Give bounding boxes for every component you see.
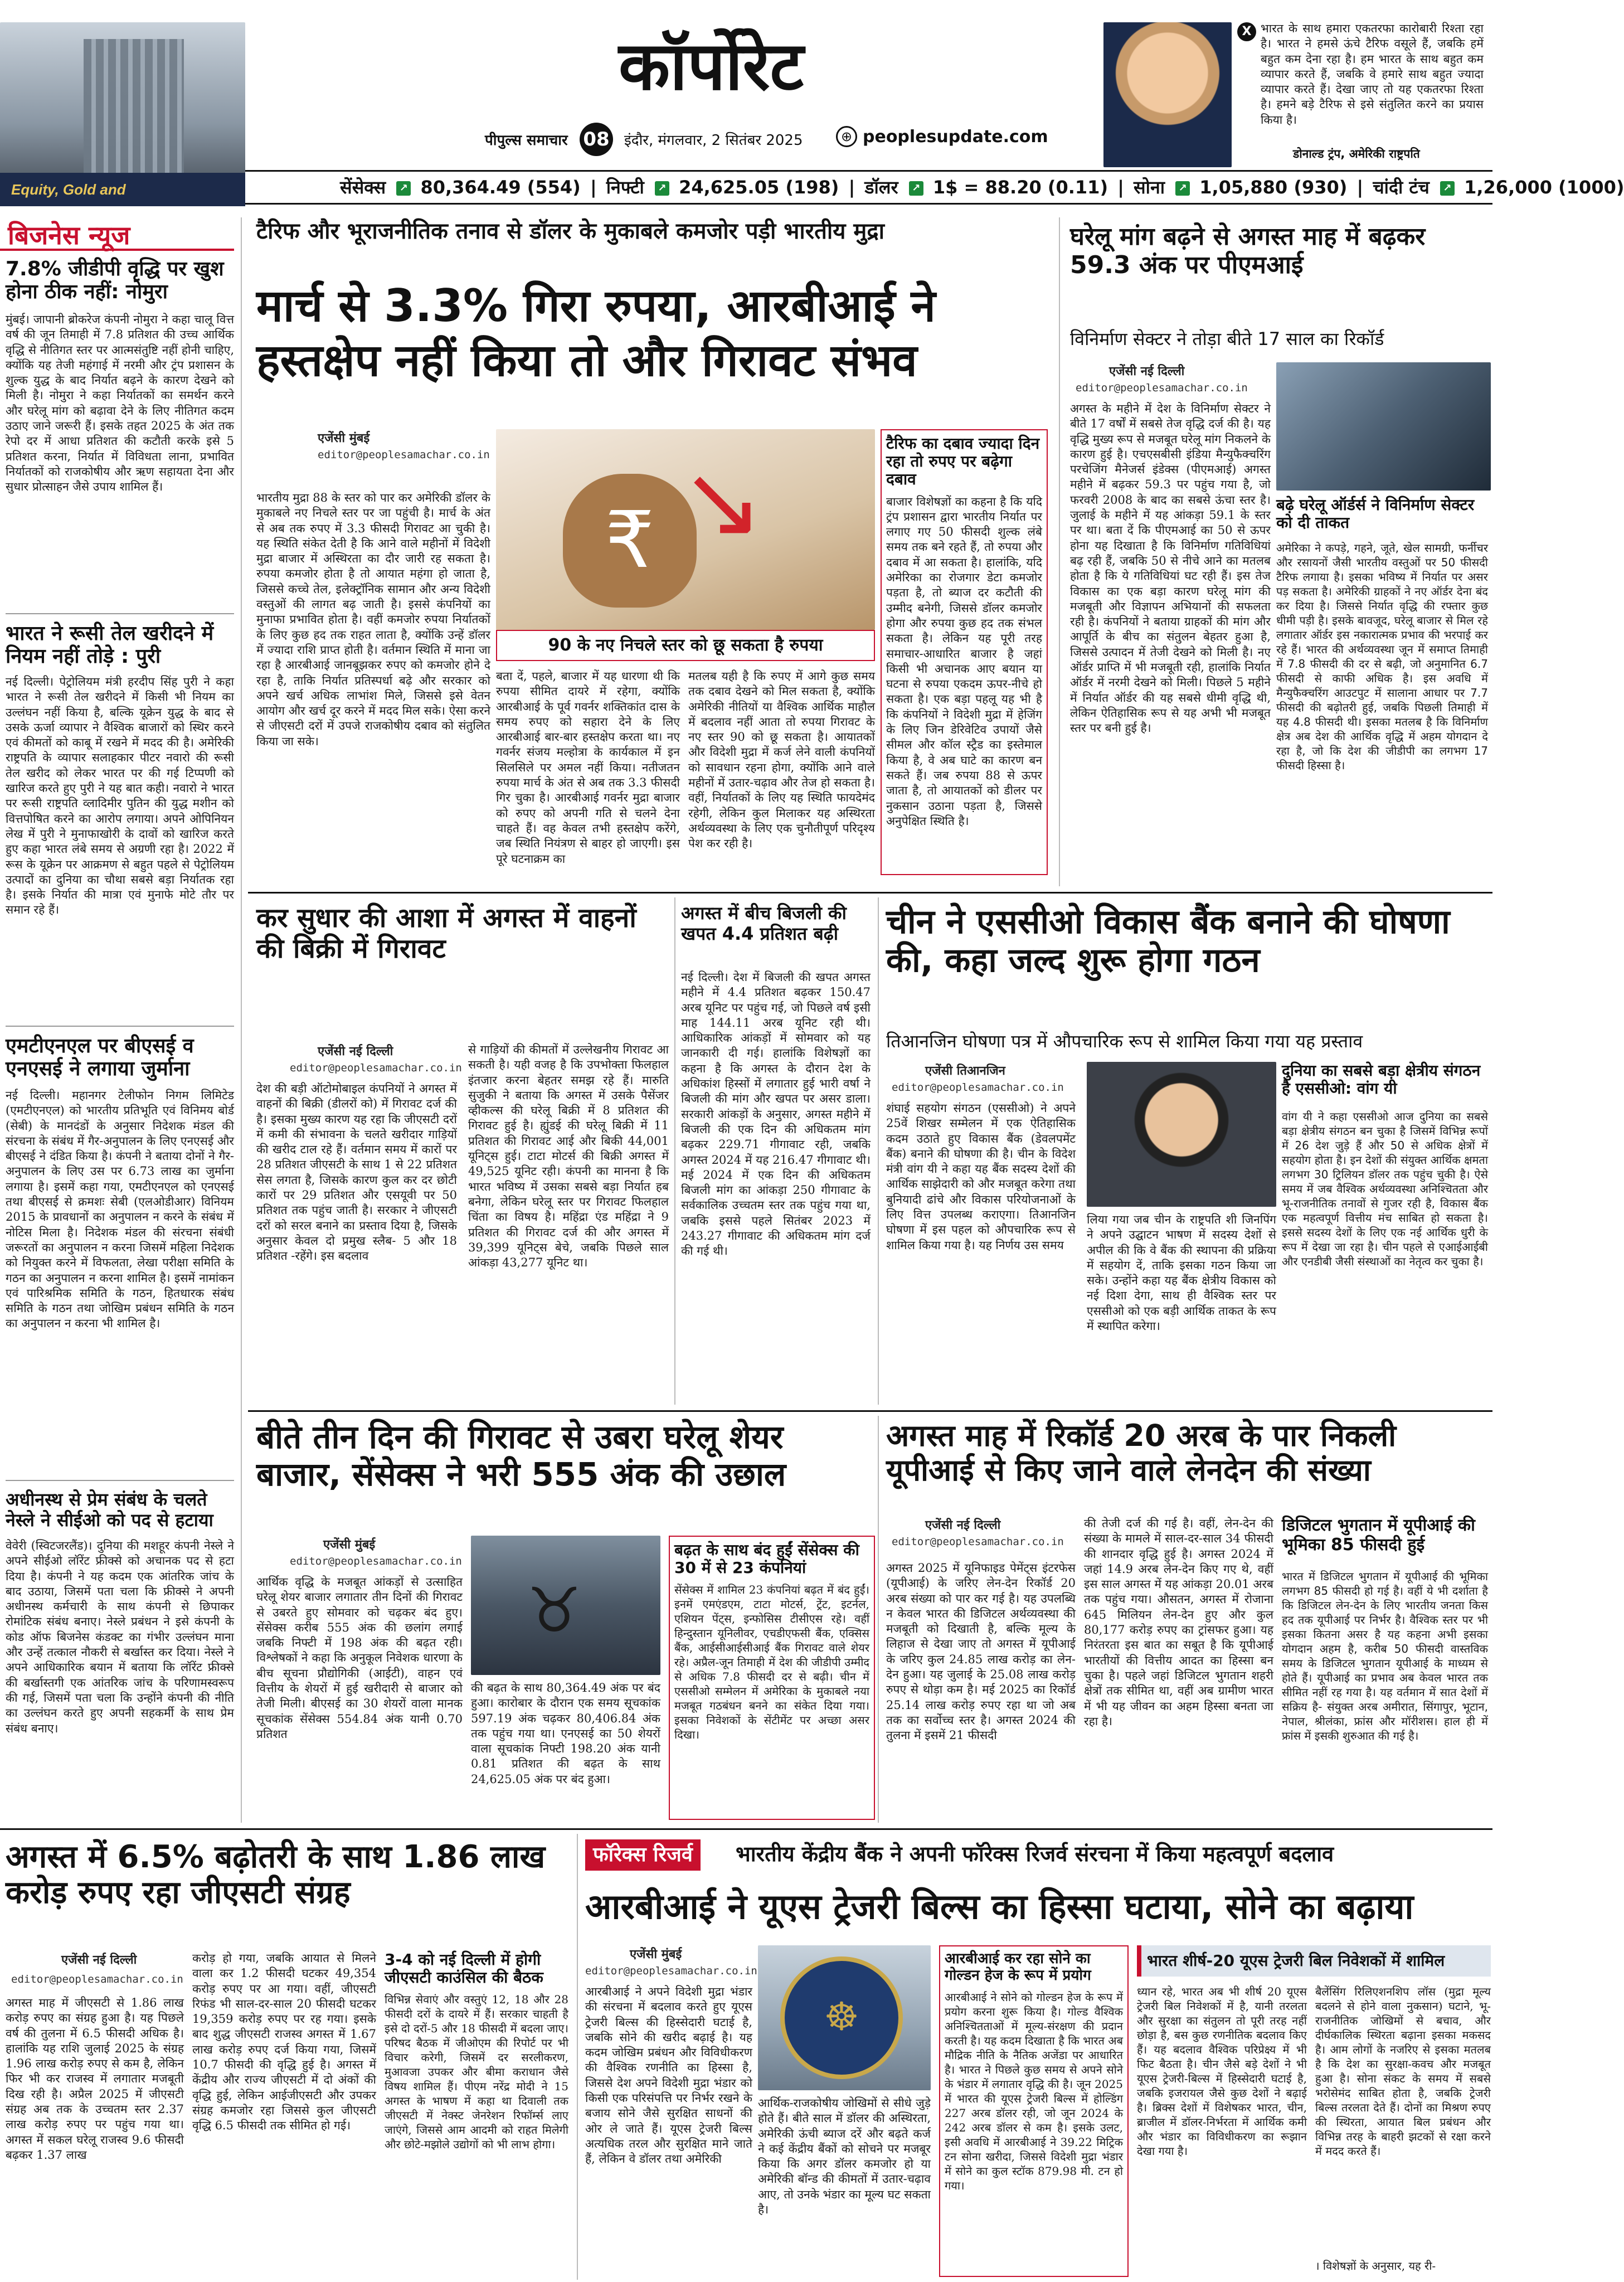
lead-caption-box <box>496 630 875 661</box>
sco-side-headline: दुनिया का सबसे बड़ा क्षेत्रीय संगठन है एससीओ: वांग यी <box>1282 1061 1481 1098</box>
stocks-box <box>669 1536 875 1820</box>
forex-box-headline: आरबीआई कर रहा सोने का गोल्डन हेज के रूप में प्रयोग <box>945 1950 1091 1984</box>
sco-subhead: तिआनजिन घोषणा पत्र में औपचारिक रूप से शामिल किया गया यह प्रस्ताव <box>886 1031 1363 1052</box>
up-arrow-icon: ↗ <box>1440 181 1455 196</box>
gst-col1: अगस्त माह में जीएसटी से 1.86 लाख करोड़ रुपए का संग्रह हुआ है। यह पिछले वर्ष की तुलना में 6.5 फीसदी अधिक है। हालांकि यह राशि जुलाई 2025 के संग्रह 1.96 लाख करोड़ रुपए से कम है, लेकिन फिर भी कर राजस्व में लगातार मजबूती दिख रही है। अप्रैल 2025 में जीएसटी संग्रह अब तक के उच्चतम स्तर 2.37 लाख करोड़ रुपए पर पहुंच गया था। अगस्त में सकल घरेलू राजस्व 9.6 फीसदी बढ़कर 1.37 लाख <box>6 1996 184 2162</box>
lead-caption: 90 के नए निचले स्तर को छू सकता है रुपया <box>548 635 823 655</box>
pmi-side-headline: बढ़े घरेलू ऑर्डर्स ने विनिर्माण सेक्टर को दी ताकत <box>1276 496 1475 532</box>
brief3-body: नई दिल्ली। महानगर टेलीफोन निगम लिमिटेड (एमटीएनएल) को भारतीय प्रतिभूति एवं विनिमय बोर्ड (सेबी) के मानदंडों के अनुसार निदेशक मंडल की संरचना के संबंध में गैर-अनुपालन के लिए एनएसई और बीएसई ने दंडित किया है। कंपनी ने बताया दोनों ने गैर-अनुपालन के लिए उस पर 6.73 लाख का जुर्माना लगाया है। इसमें कहा गया, एमटीएनएल को एनएसई तथा बीएसई से क्रमशः सेबी (एलओडीआर) विनियम 2015 के प्रावधानों का अनुपालन न करने के संबंध में नोटिस मिला है। निदेशक मंडल की संरचना संबंधी जरूरतों का अनुपालन न करना जिसमें महिला निदेशक को नियुक्त करने में विफलता, लेखा परीक्षा समिति के गठन का अनुपालन न करना शामिल है। इसमें नामांकन एवं पारिश्रमिक समिति के गठन, हितधारक संबंध समिति के गठन तथा जोखिम प्रबंधन समिति के गठन का अनुपालन न करना भी शामिल है। <box>6 1089 234 1331</box>
stocks-byline: एजेंसी मुंबई <box>323 1538 376 1552</box>
divider <box>6 613 234 614</box>
column-rule <box>1059 217 1060 886</box>
pmi-subhead: विनिर्माण सेक्टर ने तोड़ा बीते 17 साल का रिकॉर्ड <box>1070 328 1384 349</box>
brief3-headline: एमटीएनएल पर बीएसई व एनएसई ने लगाया जुर्माना <box>6 1035 194 1081</box>
sensex-label: सेंसेक्स <box>340 177 386 198</box>
factory-photo <box>1276 362 1491 491</box>
forex-headline: आरबीआई ने यूएस ट्रेजरी बिल्स का हिस्सा घटाया, सोने का बढ़ाया <box>585 1886 1414 1927</box>
gst-headline: अगस्त में 6.5% बढ़ोतरी के साथ 1.86 लाख करोड़ रुपए रहा जीएसटी संग्रह <box>6 1839 546 1911</box>
stocks-box-headline: बढ़त के साथ बंद हुईं सेंसेक्स की 30 में से 23 कंपनियां <box>674 1541 859 1577</box>
forex-tag: फॉरेक्स रिजर्व <box>585 1839 701 1871</box>
lead-col2: बता दें, पहले, बाजार में यह धारणा थी कि रुपया सीमित दायरे में रहेगा, क्योंकि आरबीआई के पूर्व गवर्नर शक्तिकांत दास के समय रुपए को सहारा देने के लिए आरबीआई बार-बार हस्तक्षेप करता था। नए गवर्नर संजय मल्होत्रा के कार्यकाल में इन सिलसिले पर अमल नहीं किया। नतीजतन रुपया मार्च के अंत से अब तक 3.3 फीसदी गिर चुका है। आरबीआई गवर्नर मुद्रा बाजार को रुपए को अपनी गति से चलने देना चाहते हैं। वह केवल तभी हस्तक्षेप करेंगे, जब स्थिति नियंत्रण से बाहर हो जाएगी। इस पूरे घटनाक्रम का <box>496 669 680 866</box>
nifty-label: निफ्टी <box>606 177 644 198</box>
gst-byline: एजेंसी नई दिल्ली <box>61 1953 137 1967</box>
column-rule <box>878 1416 879 1823</box>
quote-text: भारत के साथ हमारा एकतरफा कारोबारी रिश्ता रहा है। भारत ने हमसे ऊंचे टैरिफ वसूले हैं, जबकि हमें बहुत कम देना रहा है। हम भारत के साथ बहुत कम व्यापार करते हैं, जबकि वे हमारे साथ बहुत ज्यादा व्यापार करते हैं। देखा जाए तो यह एकतरफा रिश्ता है। हमने बड़े टैरिफ से इसे संतुलित करने का प्रयास किया है। <box>1261 22 1484 127</box>
upi-side-headline: डिजिटल भुगतान में यूपीआई की भूमिका 85 फीसदी हुई <box>1282 1516 1475 1555</box>
brief2-body: नई दिल्ली। पेट्रोलियम मंत्री हरदीप सिंह पुरी ने कहा भारत ने रूसी तेल खरीदने में किसी भी नियम का उल्लंघन नहीं किया है, बल्कि यूक्रेन युद्ध के बाद से उसके ऊर्जा व्यापार ने वैश्विक बाजारों को स्थिर करने एवं कीमतों को काबू में रखने में मदद की है। अमेरिकी राष्ट्रपति के व्यापार सलाहकार पीटर नवारो की रूसी तेल खरीद को लेकर भारत पर की गई टिप्पणी को खारिज करते हुए पुरी ने यह बात कही। नवारो ने भारत पर रूसी राष्ट्रपति व्लादिमीर पुतिन की युद्ध मशीन को वित्तपोषित करने का आरोप लगाया। अपने ओपिनियन लेख में पुरी ने मुनाफाखोरी के दावों को खारिज करते हुए कहा भारत लंबे समय से अग्रणी रहा है। 2022 में रूस के यूक्रेन पर आक्रमण से बहुत पहले से पेट्रोलियम उत्पादों का दुनिया का चौथा सबसे बड़ा निर्यातक रहा है। इसके निर्यात की मात्रा एवं मुनाफे मोटे तौर पर समान रहे हैं। <box>6 675 234 917</box>
sensex-value: 80,364.49 (554) <box>420 177 581 198</box>
dollar-value: 1$ = 88.20 (0.11) <box>932 177 1108 198</box>
upi-headline: अगस्त माह में रिकॉर्ड 20 अरब के पार निकली यूपीआई से किए जाने वाले लेनदेन की संख्या <box>886 1418 1397 1488</box>
sco-side-body: वांग यी ने कहा एससीओ आज दुनिया का सबसे बड़ा क्षेत्रीय संगठन बन चुका है जिसमें विभिन्न रूपों में 26 देश जुड़े हैं और 50 से अधिक क्षेत्रों में सहयोग होता है। इन देशों की संयुक्त आर्थिक क्षमता लगभग 30 ट्रिलियन डॉलर तक पहुंच चुकी है। ऐसे समय में जब वैश्विक अर्थव्यवस्था अनिश्चितता और भू-राजनीतिक तनावों से गुजर रही है, विकास बैंक एक महत्वपूर्ण वित्तीय मंच साबित हो सकता है। इससे सदस्य देशों के लिए एक नई आर्थिक धुरी के रूप में देखा जा रहा है। चीन पहले से एआईआईबी और एनडीबी जैसी संस्थाओं का नेतृत्व कर चुका है। <box>1282 1110 1488 1268</box>
brief4-headline: अधीनस्थ से प्रेम संबंध के चलते नेस्ले ने सीईओ को पद से हटाया <box>6 1489 213 1531</box>
page-number: 08 <box>583 128 610 150</box>
dollar-label: डॉलर <box>864 177 898 198</box>
gst-col2: करोड़ हो गया, जबकि आयात से मिलने वाला कर 1.2 फीसदी घटकर 49,354 करोड़ रुपए पर आ गया। वहीं, जीएसटी रिफंड भी साल-दर-साल 20 फीसदी घटकर 19,359 करोड़ रुपए पर रह गया। इसके बाद शुद्ध जीएसटी राजस्व अगस्त में 1.67 लाख करोड़ रुपए दर्ज किया गया, जिसमें 10.7 फीसदी की वृद्धि हुई है। अगस्त में केंद्रीय और राज्य जीएसटी में दो अंकों की वृद्धि हुई, लेकिन आईजीएसटी और उपकर संग्रह कमजोर रहा जिससे कुल जीएसटी वृद्धि 6.5 फीसदी तक सीमित हो गई। <box>192 1951 376 2133</box>
sco-photo-text: लिया गया जब चीन के राष्ट्रपति शी जिनपिंग ने अपने उद्घाटन भाषण में सदस्य देशों से अपील की कि वे बैंक की स्थापना की प्रक्रिया में सहयोग दें, ताकि इसका गठन किया जा सके। उन्होंने कहा यह बैंक क्षेत्रीय विकास को नई दिशा देगा, साथ ही वैश्विक स्तर पर एससीओ को एक बड़ी आर्थिक ताकत के रूप में स्थापित करेगा। <box>1087 1213 1276 1333</box>
brief1-headline: 7.8% जीडीपी वृद्धि पर खुश होना ठीक नहीं: नोमुरा <box>6 258 224 304</box>
down-trend-arrow-icon: ↘ <box>680 443 764 560</box>
rbi-seal: ☸ <box>780 1956 903 2079</box>
stocks-email[interactable]: editor@peoplesamachar.co.in <box>290 1555 462 1567</box>
dateline: इंदौर, मंगलवार, 2 सितंबर 2025 <box>624 132 803 149</box>
separator: | <box>848 177 855 198</box>
tariff-box-body: बाजार विशेषज्ञों का कहना है कि यदि ट्रंप प्रशासन द्वारा भारतीय निर्यात पर लगाए गए 50 फीसदी शुल्क लंबे समय तक बने रहते हैं, तो रुपया और दबाव में आ सकता है। हालांकि, यदि अमेरिका का रोजगार डेटा कमजोर पड़ता है, तो ब्याज दर कटौती की उम्मीद बनेगी, जिससे डॉलर कमजोर होगा और रुपया कुछ हद तक संभल सकता है। लेकिन यह पूरी तरह समाचार-आधारित बाजार है जहां किसी भी अचानक आए बयान या घटना से रुपया एकदम ऊपर-नीचे हो सकता है। एक बड़ा पहलू यह भी है कि कंपनियों ने विदेशी मुद्रा में हेजिंग के लिए जिन डेरिवेटिव उपायों जैसे सीमल और कॉल स्ट्रैड का इस्तेमाल किया है, वे अब घाटे का कारण बन सकते हैं। जब रुपया 88 से ऊपर जाता है, तो आयातकों को डीलर पर नुकसान उठाना पड़ता है, जिससे अनुपेक्षित स्थिति है। <box>886 494 1042 828</box>
upi-col2: की तेजी दर्ज की गई है। वहीं, लेन-देन की संख्या के मामले में साल-दर-साल 34 फीसदी की शानदार वृद्धि हुई है। अगस्त 2024 में जहां 14.9 अरब लेन-देन किए गए थे, वहीं इस साल अगस्त में यह आंकड़ा 20.01 अरब तक पहुंच गया। औसतन, अगस्त में रोजाना 645 मिलियन लेन-देन हुए और कुल 80,177 करोड़ रुपए का ट्रांसफर हुआ। यह निरंतरता इस बात का सबूत है कि यूपीआई भारतीयों की वित्तीय आदत का हिस्सा बन चुका है। पहले जहां डिजिटल भुगतान शहरी क्षेत्रों तक सीमित था, वहीं अब ग्रामीण भारत में भी यह जीवन का अहम हिस्सा बनता जा रहा है। <box>1084 1517 1274 1728</box>
pmi-headline: घरेलू मांग बढ़ने से अगस्त माह में बढ़कर 59.3 अंक पर पीएमआई <box>1070 222 1426 279</box>
gst-box-headline: 3-4 को नई दिल्ली में होगी जीएसटी काउंसिल की बैठक <box>385 1950 543 1987</box>
column-rule <box>674 897 675 1405</box>
separator: | <box>1117 177 1124 198</box>
forex-box <box>939 1945 1129 2277</box>
stocks-col1: आर्थिक वृद्धि के मजबूत आंकड़ों से उत्साहित घरेलू शेयर बाजार लगातार तीन दिनों की गिरावट से उबरते हुए सोमवार को चढ़कर बंद हुए। सेंसेक्स करीब 555 अंक की छलांग लगाई जबकि निफ्टी में 198 अंक की बढ़त रही। विश्लेषकों ने कहा कि अनुकूल निवेशक धारणा के बीच सूचना प्रौद्योगिकी (आईटी), वाहन एवं वित्तीय के शेयरों में हुई खरीदारी से बाजार को तेजी मिली। बीएसई का 30 शेयरों वाला मानक सूचकांक सेंसेक्स 554.84 अंक यानी 0.70 प्रतिशत <box>256 1575 463 1741</box>
autos-col1: देश की बड़ी ऑटोमोबाइल कंपनियों ने अगस्त में वाहनों की बिक्री (डीलरों को) में गिरावट दर्ज की है। इसका मुख्य कारण यह रहा कि जीएसटी दरों में कमी की संभावना के चलते खरीदार गाड़ियों की खरीद टाल रहे हैं। वर्तमान समय में कारों पर 28 प्रतिशत जीएसटी के साथ 1 से 22 प्रतिशत सेस लगता है, जिसके कारण कुल कर दर छोटी कारों पर 29 प्रतिशत और एसयूवी पर 50 प्रतिशत तक पहुंच जाती है। सरकार ने जीएसटी दरों को सरल बनाने का प्रस्ताव दिया है, जिसके अनुसार केवल दो प्रमुख स्लैब- 5 और 18 प्रतिशत -रहेंगे। इस बदलाव <box>256 1082 457 1263</box>
page-number-badge <box>580 123 613 156</box>
lead-headline: मार्च से 3.3% गिरा रुपया, आरबीआई ने हस्तक्षेप नहीं किया तो और गिरावट संभव <box>256 280 936 386</box>
autos-headline: कर सुधार की आशा में अगस्त में वाहनों की बिक्री में गिरावट <box>256 902 636 965</box>
power-body: नई दिल्ली। देश में बिजली की खपत अगस्त महीने में 4.4 प्रतिशत बढ़कर 150.47 अरब यूनिट पर पहुंच गई, जो पिछले वर्ष इसी माह 144.11 अरब यूनिट रही थी। आधिकारिक आंकड़ों में सोमवार को यह जानकारी दी गई। हालांकि विशेषज्ञों का कहना है कि अगस्त के दौरान देश के अधिकांश हिस्सों में लगातार हुई भारी वर्षा ने बिजली की मांग और खपत पर असर डाला। सरकारी आंकड़ों के अनुसार, अगस्त महीने में बिजली की एक दिन की अधिकतम मांग बढ़कर 229.71 गीगावाट रही, जबकि अगस्त 2024 में यह 216.47 गीगावाट थी। मई 2024 में एक दिन की अधिकतम बिजली मांग का आंकड़ा 250 गीगावाट के सर्वकालिक उच्चतम स्तर तक पहुंच गया था, जबकि इससे पहले सितंबर 2023 में 243.27 गीगावाट की अधिकतम मांग दर्ज की गई थी। <box>681 970 871 1258</box>
pmi-email[interactable]: editor@peoplesamachar.co.in <box>1076 382 1248 394</box>
up-arrow-icon: ↗ <box>655 181 669 196</box>
brief4-body: वेवेरी (स्विटजरलैंड)। दुनिया की मशहूर कंपनी नेस्ले ने अपने सीईओ लॉरेंट फ्रीक्से को अचानक पद से हटा दिया है। कंपनी ने यह कदम एक आंतरिक जांच के बाद उठाया, जिसमें पता चला कि फ्रीक्से ने अपनी अधीनस्थ कर्मचारी के साथ कंपनी से छिपाकर रोमांटिक संबंध बनाए। नेस्ले प्रबंधन ने इसे कंपनी के कोड ऑफ बिजनेस कंडक्ट का गंभीर उल्लंघन माना और उन्हें तत्काल नौकरी से बर्खास्त कर दिया। नेस्ले ने अपने आधिकारिक बयान में बताया कि लॉरेंट फ्रीक्से की बर्खास्तगी एक आंतरिक जांच के परिणामस्वरूप की गई, जिसमें पता चला कि उन्होंने कंपनी की नीति का उल्लंघन करते हुए अपनी सहकर्मी के साथ प्रेम संबंध बनाए। <box>6 1539 234 1735</box>
lead-email[interactable]: editor@peoplesamachar.co.in <box>318 449 490 461</box>
business-news-label: बिजनेस न्यूज <box>0 217 234 251</box>
gold-value: 1,05,880 (930) <box>1199 177 1348 198</box>
column-rule <box>577 1834 578 2280</box>
x-icon: X <box>1237 22 1256 41</box>
building-graphic <box>84 39 184 184</box>
edition-name: पीपुल्स समाचार <box>485 132 568 149</box>
divider <box>248 1410 1492 1412</box>
lead-kicker: टैरिफ और भूराजनीतिक तनाव से डॉलर के मुकाबले कमजोर पड़ी भारतीय मुद्रा <box>256 219 884 244</box>
pmi-byline: एजेंसी नई दिल्ली <box>1109 365 1185 378</box>
divider <box>6 1026 234 1027</box>
tariff-box <box>881 429 1048 875</box>
upi-byline: एजेंसी नई दिल्ली <box>925 1518 1001 1532</box>
sco-headline: चीन ने एससीओ विकास बैंक बनाने की घोषणा की, कहा जल्द शुरू होगा गठन <box>886 902 1450 980</box>
bull-icon: ♉ <box>527 1575 582 1646</box>
autos-email[interactable]: editor@peoplesamachar.co.in <box>290 1062 462 1074</box>
forex-col2: आर्थिक-राजकोषीय जोखिमों से सीधे जुड़े होते हैं। बीते साल में डॉलर की अस्थिरता, अमेरिकी ऊंची ब्याज दरें और बढ़ते कर्ज ने कई केंद्रीय बैंकों को सोचने पर मजबूर किया कि अगर डॉलर कमजोर हो या अमेरिकी बॉन्ड की कीमतों में उतार-चढ़ाव आए, तो उनके भंडार का मूल्य घट सकता है। <box>758 2096 931 2217</box>
divider <box>0 1828 1492 1830</box>
wang-yi-photo <box>1087 1062 1276 1207</box>
stocks-col2: की बढ़त के साथ 80,364.49 अंक पर बंद हुआ। कारोबार के दौरान एक समय सूचकांक 597.19 अंक चढ़कर 80,406.84 अंक तक पहुंच गया था। एनएसई का 50 शेयरों वाला सूचकांक निफ्टी 198.20 अंक यानी 0.81 प्रतिशत की बढ़त के साथ 24,625.05 अंक पर बंद हुआ। <box>471 1681 660 1786</box>
forex-byline: एजेंसी मुंबई <box>630 1948 682 1961</box>
forex-side-col1: ध्यान रहे, भारत अब भी शीर्ष 20 यूएस ट्रेजरी बिल निवेशकों में है, यानी तरलता और सुरक्षा का संतुलन तो पूरी तरह नहीं छोड़ा है, बस कुछ रणनीतिक बदलाव किए हैं। यह बदलाव वैश्विक परिप्रेक्ष्य में भी फिट बैठता है। चीन जैसे बड़े देशों ने भी यूएस ट्रेजरी-बिल्स में हिस्सेदारी घटाई है, जबकि इजरायल जैसे कुछ देशों ने बढ़ाई है। ब्रिक्स देशों में विशेषकर भारत, चीन, ब्राजील में डॉलर-निर्भरता में आर्थिक कमी और भंडार का विविधीकरण का रूझान देखा गया है। <box>1137 1985 1307 2158</box>
forex-box-body: आरबीआई ने सोने को गोल्डन हेज के रूप में प्रयोग करना शुरू किया है। गोल्ड वैश्विक अनिश्चितताओं में मूल्य-संरक्षण की प्रदान करती है। यह कदम दिखाता है कि भारत अब मौद्रिक नीति के नैतिक अजेंडा पर आधारित है। भारत ने पिछले कुछ समय से अपने सोने के भंडार में लगातार वृद्धि की है। जून 2025 में भारत की यूएस ट्रेजरी बिल्स में होल्डिंग 227 अरब डॉलर रही, जो जून 2024 के 242 अरब डॉलर से कम है। इसके उलट, इसी अवधि में आरबीआई ने 39.22 मिट्रिक टन सोना खरीदा, जिससे विदेशी मुद्रा भंडार में सोने का कुल स्टॉक 879.98 मी. टन हो गया। <box>945 1990 1123 2192</box>
forex-col1: आरबीआई ने अपने विदेशी मुद्रा भंडार की संरचना में बदलाव करते हुए यूएस ट्रेजरी बिल्स की हिस्सेदारी घटाई है, जबकि सोने की खरीद बढ़ाई है। यह कदम जोखिम प्रबंधन और विविधीकरण की वैश्विक रणनीति का हिस्सा है, जिससे देश अपने विदेशी मुद्रा भंडार को किसी एक परिसंपत्ति पर निर्भर रखने के बजाय सोने जैसे सुरक्षित साधनों की ओर ले जाते हैं। यूएस ट्रेजरी बिल्स अत्यधिक तरल और सुरक्षित माने जाते हैं, लेकिन वे डॉलर तथा अमेरिकी <box>585 1985 752 2166</box>
autos-byline: एजेंसी नई दिल्ली <box>318 1045 393 1059</box>
silver-label: चांदी टंच <box>1373 177 1429 198</box>
globe-icon: ⊕ <box>836 126 857 147</box>
autos-col2: से गाड़ियों की कीमतों में उल्लेखनीय गिरावट आ सकती है। यही वजह है कि उपभोक्ता फिलहाल इंतजार करना बेहतर समझ रहे हैं। मारुति सुजुकी ने बताया कि अगस्त में उसके पैसेंजर व्हीकल्स की घरेलू बिक्री में 8 प्रतिशत की गिरावट हुई है। ह्युंडई की घरेलू बिक्री में 11 प्रतिशत की गिरावट आई और बिकी 44,001 यूनिट्स हुई। टाटा मोटर्स की बिक्री अगस्त में 49,525 यूनिट रही। कंपनी का मानना है कि भारत भविष्य में उसका सबसे बड़ा निर्यात हब बनेगा, लेकिन घरेलू स्तर पर गिरावट फिलहाल चिंता का विषय है। महिंद्रा एंड महिंद्रा ने 9 प्रतिशत की गिरावट दर्ज की और अगस्त में 39,399 यूनिट्स बेचे, जबकि पिछले साल आंकड़ा 43,277 यूनिट था। <box>468 1043 669 1270</box>
power-headline: अगस्त में बीच बिजली की खपत 4.4 प्रतिशत बढ़ी <box>681 902 847 944</box>
separator: | <box>1356 177 1364 198</box>
divider <box>248 892 1492 894</box>
lead-byline: एजेंसी मुंबई <box>318 431 370 445</box>
masthead-title: कॉर्पोरेट <box>619 27 804 105</box>
brief1-body: मुंबई। जापानी ब्रोकरेज कंपनी नोमुरा ने कहा चालू वित्त वर्ष की जून तिमाही में 7.8 प्रतिशत की उच्च आर्थिक वृद्धि से नीतिगत स्तर पर आत्मसंतुष्टि नहीं होनी चाहिए, क्योंकि यह तेजी महंगाई में नरमी और ट्रंप प्रशासन के शुल्क युद्ध के बाद निर्यात बढ़ने के कारण देखने को मिली है। नोमुरा ने कहा निर्यातकों का समर्थन करने और घरेलू मांग को बढ़ावा देने के लिए नीतिगत कदम उठाए जाने जरूरी हैं। इसके तहत 2025 के अंत तक रेपो दर में आधा प्रतिशत की कटौती करके इसे 5 प्रतिशत करना, निर्यात में विविधता लाना, प्रभावित निर्यातकों को राजकोषीय और ऋण सहायता देना और सुधार प्रोत्साहन जैसे उपाय शामिल हैं। <box>6 313 234 494</box>
column-rule <box>878 897 879 1405</box>
up-arrow-icon: ↗ <box>396 181 411 196</box>
column-rule <box>241 217 242 1823</box>
forex-email[interactable]: editor@peoplesamachar.co.in <box>585 1965 757 1977</box>
tariff-box-headline: टैरिफ का दबाव ज्यादा दिन रहा तो रुपए पर बढ़ेगा दबाव <box>886 434 1040 489</box>
stocks-box-body: सेंसेक्स में शामिल 23 कंपनियां बढ़त में बंद हुईं। इनमें एमएंडएम, टाटा मोटर्स, ट्रेंट, इटर्नल, एशियन पेंट्स, इन्फोसिस टीसीएस रहे। वहीं हिन्दुस्तान यूनिलीवर, एचडीएफसी बैंक, एक्सिस बैंक, आईसीआईसीआई बैंक गिरावट वाले शेयर रहे। अप्रैल-जून तिमाही में देश की जीडीपी उम्मीद से अधिक 7.8 फीसदी दर से बढ़ी। चीन में एससीओ सम्मेलन में अमेरिका के मुकाबले नया मजबूत गठबंधन बनने का संकेत दिया गया। इसका निवेशकों के सेंटीमेंट पर अच्छा असर दिखा। <box>674 1583 869 1742</box>
lead-col1: भारतीय मुद्रा 88 के स्तर को पार कर अमेरिकी डॉलर के मुकाबले नए निचले स्तर पर जा पहुंची है। मार्च के अंत से अब तक रुपए में 3.3 फीसदी गिरावट आ चुकी है। यह स्थिति संकेत देती है कि आने वाले महीनों में विदेशी मुद्रा बाजार में अस्थिरता का दौर जारी रह सकता है। रुपया कमजोर होता है तो आयात महंगा हो जाता है, जिससे कच्चे तेल, इलेक्ट्रॉनिक सामान और अन्य विदेशी वस्तुओं की लागत बढ़ जाती है। इससे कंपनियों का मुनाफा प्रभावित होता है। वहीं कमजोर रुपया निर्यातकों के लिए कुछ हद तक राहत लाता है, क्योंकि उन्हें डॉलर में ज्यादा राशि प्राप्त होती है। वर्तमान स्थिति में माना जा रहा है आरबीआई जानबूझकर रुपए को कमजोर होने दे रहा है, ताकि निर्यात प्रतिस्पर्धा बढ़े और सरकार को अपने खर्च अधिक लाभांश मिले, जिससे इसे वेतन आयोग और खर्च दूर करने में मदद मिल सके। ऐसा करने से जीएसटी दरों में उपजे राजकोषीय दबाव को संतुलित किया जा सके। <box>256 491 490 748</box>
money-bag-icon: ₹ <box>563 474 697 608</box>
gold-label: सोना <box>1134 177 1165 198</box>
upi-col1: अगस्त 2025 में यूनिफाइड पेमेंट्स इंटरफेस (यूपीआई) के जरिए लेन-देन रिकॉर्ड 20 अरब संख्या को पार कर गई है। यह उपलब्धि न केवल भारत की डिजिटल अर्थव्यवस्था की मजबूती को दिखाती है, बल्कि मूल्य के लिहाज से देखा जाए तो अगस्त में यूपीआई के जरिए कुल 24.85 लाख करोड़ का लेन-देन हुआ। यह जुलाई के 25.08 लाख करोड़ रुपए से थोड़ा कम है। मई 2025 का रिकॉर्ड 25.14 लाख करोड़ रुपए रहा था जो अब तक का सर्वोच्च स्तर है। अगस्त 2024 की तुलना में इसमें 21 फीसदी <box>886 1561 1076 1742</box>
divider <box>6 1480 234 1481</box>
pmi-body: अगस्त के महीने में देश के विनिर्माण सेक्टर ने बीते 17 वर्षों में सबसे तेज वृद्धि दर्ज की है। यह वृद्धि मुख्य रूप से मजबूत घरेलू मांग निकलने के कारण हुई है। एचएसबीसी इंडिया मैन्युफैक्चरिंग परचेजिंग मैनेजर्स इंडेक्स (पीएमआई) अगस्त महीने में बढ़कर 59.3 पर पहुंच गया है, जो फरवरी 2008 के बाद का सबसे ऊंचा स्तर है। जुलाई के महीने में यह आंकड़ा 59.1 के स्तर पर था। बता दें कि पीएमआई का 50 से ऊपर होना यह दिखाता है कि विनिर्माण गतिविधियां बढ़ रही हैं, जबकि 50 से नीचे आने का मतलब होता है कि ये गतिविधियां घट रही हैं। इस तेज विकास का एक बड़ा कारण घरेलू मांग की मजबूती और विज्ञापन अभियानों की सफलता रही है। कंपनियों ने बताया ग्राहकों की मांग और आपूर्ति के बीच का संतुलन बेहतर हुआ है, जिससे उत्पादन में तेजी देखने को मिली है। नए ऑर्डर प्राप्ति में भी मजबूती रही, हालांकि निर्यात ऑर्डर में नरमी देखने को मिली। पिछले 5 महीने में निर्यात ऑर्डर की यह सबसे धीमी वृद्धि थी, लेकिन ऐतिहासिक रूप से यह अभी भी मजबूत स्तर पर बनी हुई है। <box>1070 402 1271 735</box>
market-ticker <box>245 170 1624 205</box>
brief2-headline: भारत ने रूसी तेल खरीदने में नियम नहीं तोड़े : पुरी <box>6 622 214 668</box>
gst-box <box>385 1951 568 2274</box>
rupee-photo <box>496 429 875 630</box>
upi-email[interactable]: editor@peoplesamachar.co.in <box>892 1536 1064 1548</box>
nifty-value: 24,625.05 (198) <box>679 177 839 198</box>
sco-body: शंघाई सहयोग संगठन (एससीओ) ने अपने 25वें शिखर सम्मेलन में एक ऐतिहासिक कदम उठाते हुए विकास बैंक (डेवलपमेंट बैंक) बनाने की घोषणा की है। चीन के विदेश मंत्री वांग यी ने कहा यह बैंक सदस्य देशों की आर्थिक साझेदारी को और मजबूत करेगा तथा बुनियादी ढांचे और विकास परियोजनाओं के लिए वित्त उपलब्ध कराएगा। तिआनजिन घोषणा में इस पहल को औपचारिक रूप से शामिल किया गया है। यह निर्णय उस समय <box>886 1101 1076 1252</box>
sco-email[interactable]: editor@peoplesamachar.co.in <box>892 1081 1064 1094</box>
site-link[interactable]: peoplesupdate.com <box>863 127 1048 147</box>
up-arrow-icon: ↗ <box>909 181 923 196</box>
forex-side-col2-tail: । विशेषज्ञों के अनुसार, यह री- <box>1315 2259 1436 2273</box>
gst-email[interactable]: editor@peoplesamachar.co.in <box>11 1973 183 1985</box>
upi-side-body: भारत में डिजिटल भुगतान में यूपीआई की भूमिका लगभग 85 फीसदी हो गई है। वहीं ये भी दर्शाता है कि डिजिटल लेन-देन के लिए भारतीय जनता किस हद तक यूपीआई पर निर्भर है। वैश्विक स्तर पर भी इसका कितना असर है यह कहना अभी इसका योगदान अहम है, करीब 50 फीसदी वास्तविक समय के डिजिटल भुगतान यूपीआई के माध्यम से होते हैं। यूपीआई का प्रभाव अब केवल भारत तक सीमित नहीं रह गया है। यह वर्तमान में सात देशों में सक्रिय है- संयुक्त अरब अमीरात, सिंगापुर, भूटान, नेपाल, श्रीलंका, फ्रांस और मॉरीशस। हाल ही में फ्रांस में इसकी शुरुआत की गई है। <box>1282 1570 1488 1742</box>
sco-byline: एजेंसी तिआनजिन <box>925 1064 1005 1078</box>
forex-side-col2: बैलेंसिंग रिलिएशनशिप लॉस (मुद्रा मूल्य बदलने से होने वाला नुकसान) घटाने, भू-राजनीतिक जोखिमों से बचाव, और दीर्घकालिक स्थिरता बढ़ाना इसका मकसद है। आम लोगों के नजरिए से इसका मतलब है कि देश का सुरक्षा-कवच और मजबूत हुआ है। सोना संकट के समय में सबसे भरोसेमंद साबित होता है, जबकि ट्रेजरी बिल्स तरलता देते हैं। दोनों का मिश्रण रुपए की स्थिरता, आयात बिल प्रबंधन और विभिन्न तरह के बाहरी झटकों से रक्षा करने में मदद करते हैं। <box>1315 1985 1491 2158</box>
forex-kicker: भारतीय केंद्रीय बैंक ने अपनी फॉरेक्स रिजर्व संरचना में किया महत्वपूर्ण बदलाव <box>736 1842 1334 1866</box>
rbi-photo <box>758 1945 931 2090</box>
separator: | <box>590 177 597 198</box>
pmi-side-body: अमेरिका ने कपड़े, गहने, जूते, खेल सामग्री, फर्नीचर और रसायनों जैसी भारतीय वस्तुओं पर 50 फीसदी टैरिफ लगाया है। इसका भविष्य में निर्यात पर असर पड़ सकता है। अमेरिकी ग्राहकों ने नए ऑर्डर देना बंद कर दिया है। जिससे निर्यात वृद्धि की रफ्तार कुछ धीमी पड़ी है। इसके बावजूद, घरेलू बाजार से मिल रहे लगातार ऑर्डर इस नकारात्मक प्रभाव की भरपाई कर रहे हैं। भारत की अर्थव्यवस्था जून में समाप्त तिमाही में 7.8 फीसदी की दर से बढ़ी, जो अनुमानित 6.7 फीसदी से काफी अधिक है। इस अवधि में मैन्युफैक्चरिंग आउटपुट में सालाना आधार पर 7.7 फीसदी की बढ़ोतरी हुई, जबकि पिछली तिमाही में यह 4.8 फीसदी थी। इसका मतलब है कि विनिर्माण क्षेत्र अब देश की आर्थिक वृद्धि में अहम योगदान दे रहा है, जो कि देश की जीडीपी का लगभग 17 फीसदी हिस्सा है। <box>1276 541 1488 772</box>
forex-side-header <box>1137 1945 1491 1977</box>
quote-author: डोनाल्ड ट्रंप, अमेरिकी राष्ट्रपति <box>1293 147 1420 161</box>
lead-col3: मतलब यही है कि रुपए में आगे कुछ समय तक दबाव देखने को मिल सकता है, क्योंकि अमेरिकी नीतियों या वैश्विक आर्थिक माहौल में बदलाव नहीं आता तो रुपया गिरावट के नए स्तर 90 को छू सकता है। आयातकों और विदेशी मुद्रा में कर्ज लेने वाली कंपनियों को सावधान रहना होगा, क्योंकि आने वाले महीनों में उतार-चढ़ाव और तेज हो सकता है। वहीं, निर्यातकों के लिए यह स्थिति फायदेमंद रहेगी, लेकिन कुल मिलाकर यह अस्थिरता अर्थव्यवस्था के लिए एक चुनौतीपूर्ण परिदृश्य पेश कर रही है। <box>688 669 875 851</box>
logo-caption: Equity, Gold and <box>11 181 126 198</box>
logo-image <box>0 22 245 206</box>
silver-value: 1,26,000 (1000) <box>1464 177 1624 198</box>
up-arrow-icon: ↗ <box>1175 181 1190 196</box>
trump-photo <box>1103 22 1232 167</box>
gst-box-body: विभिन्न सेवाएं और वस्तुएं 12, 18 और 28 फीसदी दरों के दायरे में हैं। सरकार चाहती है इसे दो दरों-5 और 18 फीसदी में बदला जाए। परिषद बैठक में जीओएम की रिपोर्ट पर भी विचार करेगी, जिसमें दर सरलीकरण, मुआवजा उपकर और बीमा कराधान जैसे विषय शामिल हैं। पीएम नरेंद्र मोदी ने 15 अगस्त के भाषण में कहा था दिवाली तक जीएसटी में नेक्स्ट जेनरेशन रिफॉर्म्स लाए जाएंगे, जिससे आम आदमी को राहत मिलेगी और छोटे-मझोले उद्योगों को भी लाभ होगा। <box>385 1993 568 2152</box>
stock-exchange-photo <box>471 1536 660 1675</box>
forex-side-headline: भारत शीर्ष-20 यूएस ट्रेजरी बिल निवेशकों में शामिल <box>1147 1951 1445 1970</box>
stocks-headline: बीते तीन दिन की गिरावट से उबरा घरेलू शेयर बाजार, सेंसेक्स ने भरी 555 अंक की उछाल <box>256 1418 786 1493</box>
